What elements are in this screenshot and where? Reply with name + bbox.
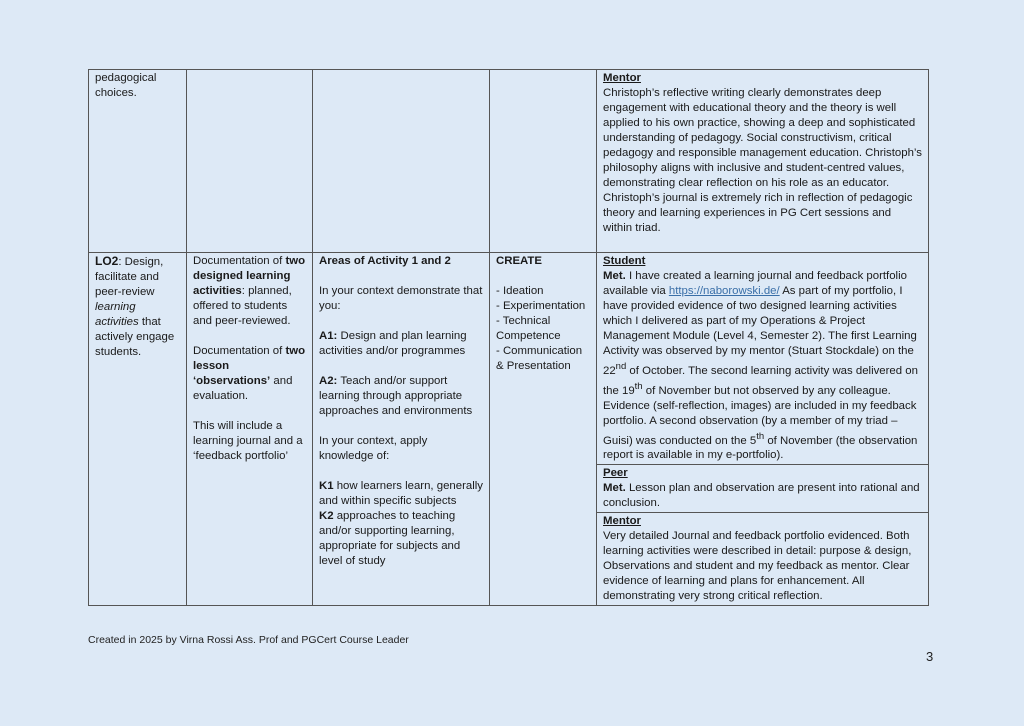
peer-feedback-cell [597,465,929,513]
outcome-cell [89,253,187,606]
create-item: - Ideation [496,285,544,297]
student-feedback-cell [597,253,929,465]
area-item: A2: Teach and/or support learning through appropriate approaches and environments [319,375,473,417]
mentor-paragraph: Christoph’s journal is extremely rich in reflection of pedagogic theory and learning experiences in PG Cert sessions and within triad. [603,192,913,234]
evidence-cell [187,253,313,606]
page-number: 3 [926,649,934,664]
create-heading: CREATE [496,255,542,267]
evidence-item: Documentation of two lesson ‘observations’ and evaluation. [193,345,306,402]
evidence-item: This will include a learning journal and a ‘feedback portfolio’ [193,420,303,462]
mentor-heading: Mentor [603,515,641,528]
outcome-text: pedagogical choices. [95,72,157,99]
create-cell [490,253,597,606]
evidence-item: Documentation of two designed learning activities: planned, offered to students and peer-reviewed. [193,255,306,327]
mentor-text: Very detailed Journal and feedback portfolio evidenced. Both learning activities were described in detail: purpose & design, Observations and student and my feedback as mentor. Clear evidence of learning and plans for enhancement. All demonstrating very strong critical reflection. [603,530,912,603]
mentor-heading: Mentor [603,72,641,84]
table-row [89,253,929,465]
knowledge-intro: In your context, apply knowledge of: [319,435,428,462]
outcome-label: LO2 [95,254,119,268]
student-text: Met. I have created a learning journal and feedback portfolio available via https://naborowski.de/ As part of my portfolio, I have provided evidence of two designed learning activities which I delivered as part of my Operations & Project Management Module (Level 4, Semester 2). The first Learning Activity was observed by my mentor (Stuart Stockdale) on the 22nd of October. The second learning activity was delivered on the 19th of November but not observed by any colleague. Evidence (self-reflection, images) are included in my feedback portfolio. A second observation (by a member of my triad – Guisi) was conducted on the 5th of November (the observation report is available in my e-portfolio). [603,270,918,462]
create-item: - Technical Competence [496,315,561,342]
peer-heading: Peer [603,467,628,480]
feedback-cell [597,70,929,253]
area-item: A1: Design and plan learning activities and/or programmes [319,330,467,357]
table-row [89,70,929,253]
areas-cell [313,70,490,253]
outcome-text-italic: learning activities [95,301,139,328]
outcome-cell [89,70,187,253]
outcome-text: : Design, facilitate and peer-review [95,256,164,298]
outcome-text: that actively engage students. [95,316,175,358]
knowledge-item: K1 how learners learn, generally and within specific subjects [319,480,483,507]
areas-cell [313,253,490,606]
areas-heading: Areas of Activity 1 and 2 [319,255,451,267]
mentor-paragraph: Christoph’s reflective writing clearly demonstrates deep engagement with educational theory and the theory is well applied to his own practice, showing a deep and sophisticated understanding of pedagogy. Social constructivism, critical pedagogy and responsible management education. Christoph’s philosophy aligns with inclusive and student-centred values, demonstrating clear reflection on his role as an educator. [603,87,922,189]
evidence-cell [187,70,313,253]
portfolio-link[interactable]: https://naborowski.de/ [668,285,780,297]
create-item: - Communication & Presentation [496,345,583,372]
areas-intro: In your context demonstrate that you: [319,285,483,312]
peer-text: Met. Lesson plan and observation are present into rational and conclusion. [603,482,920,510]
create-item: - Experimentation [496,300,586,312]
mentor-feedback-cell [597,513,929,606]
page-footer: Created in 2025 by Virna Rossi Ass. Prof and PGCert Course Leader [88,634,409,646]
learning-outcomes-table [88,69,929,606]
knowledge-item: K2 approaches to teaching and/or supporting learning, appropriate for subjects and level of study [319,510,461,567]
student-heading: Student [603,255,646,267]
create-cell [490,70,597,253]
